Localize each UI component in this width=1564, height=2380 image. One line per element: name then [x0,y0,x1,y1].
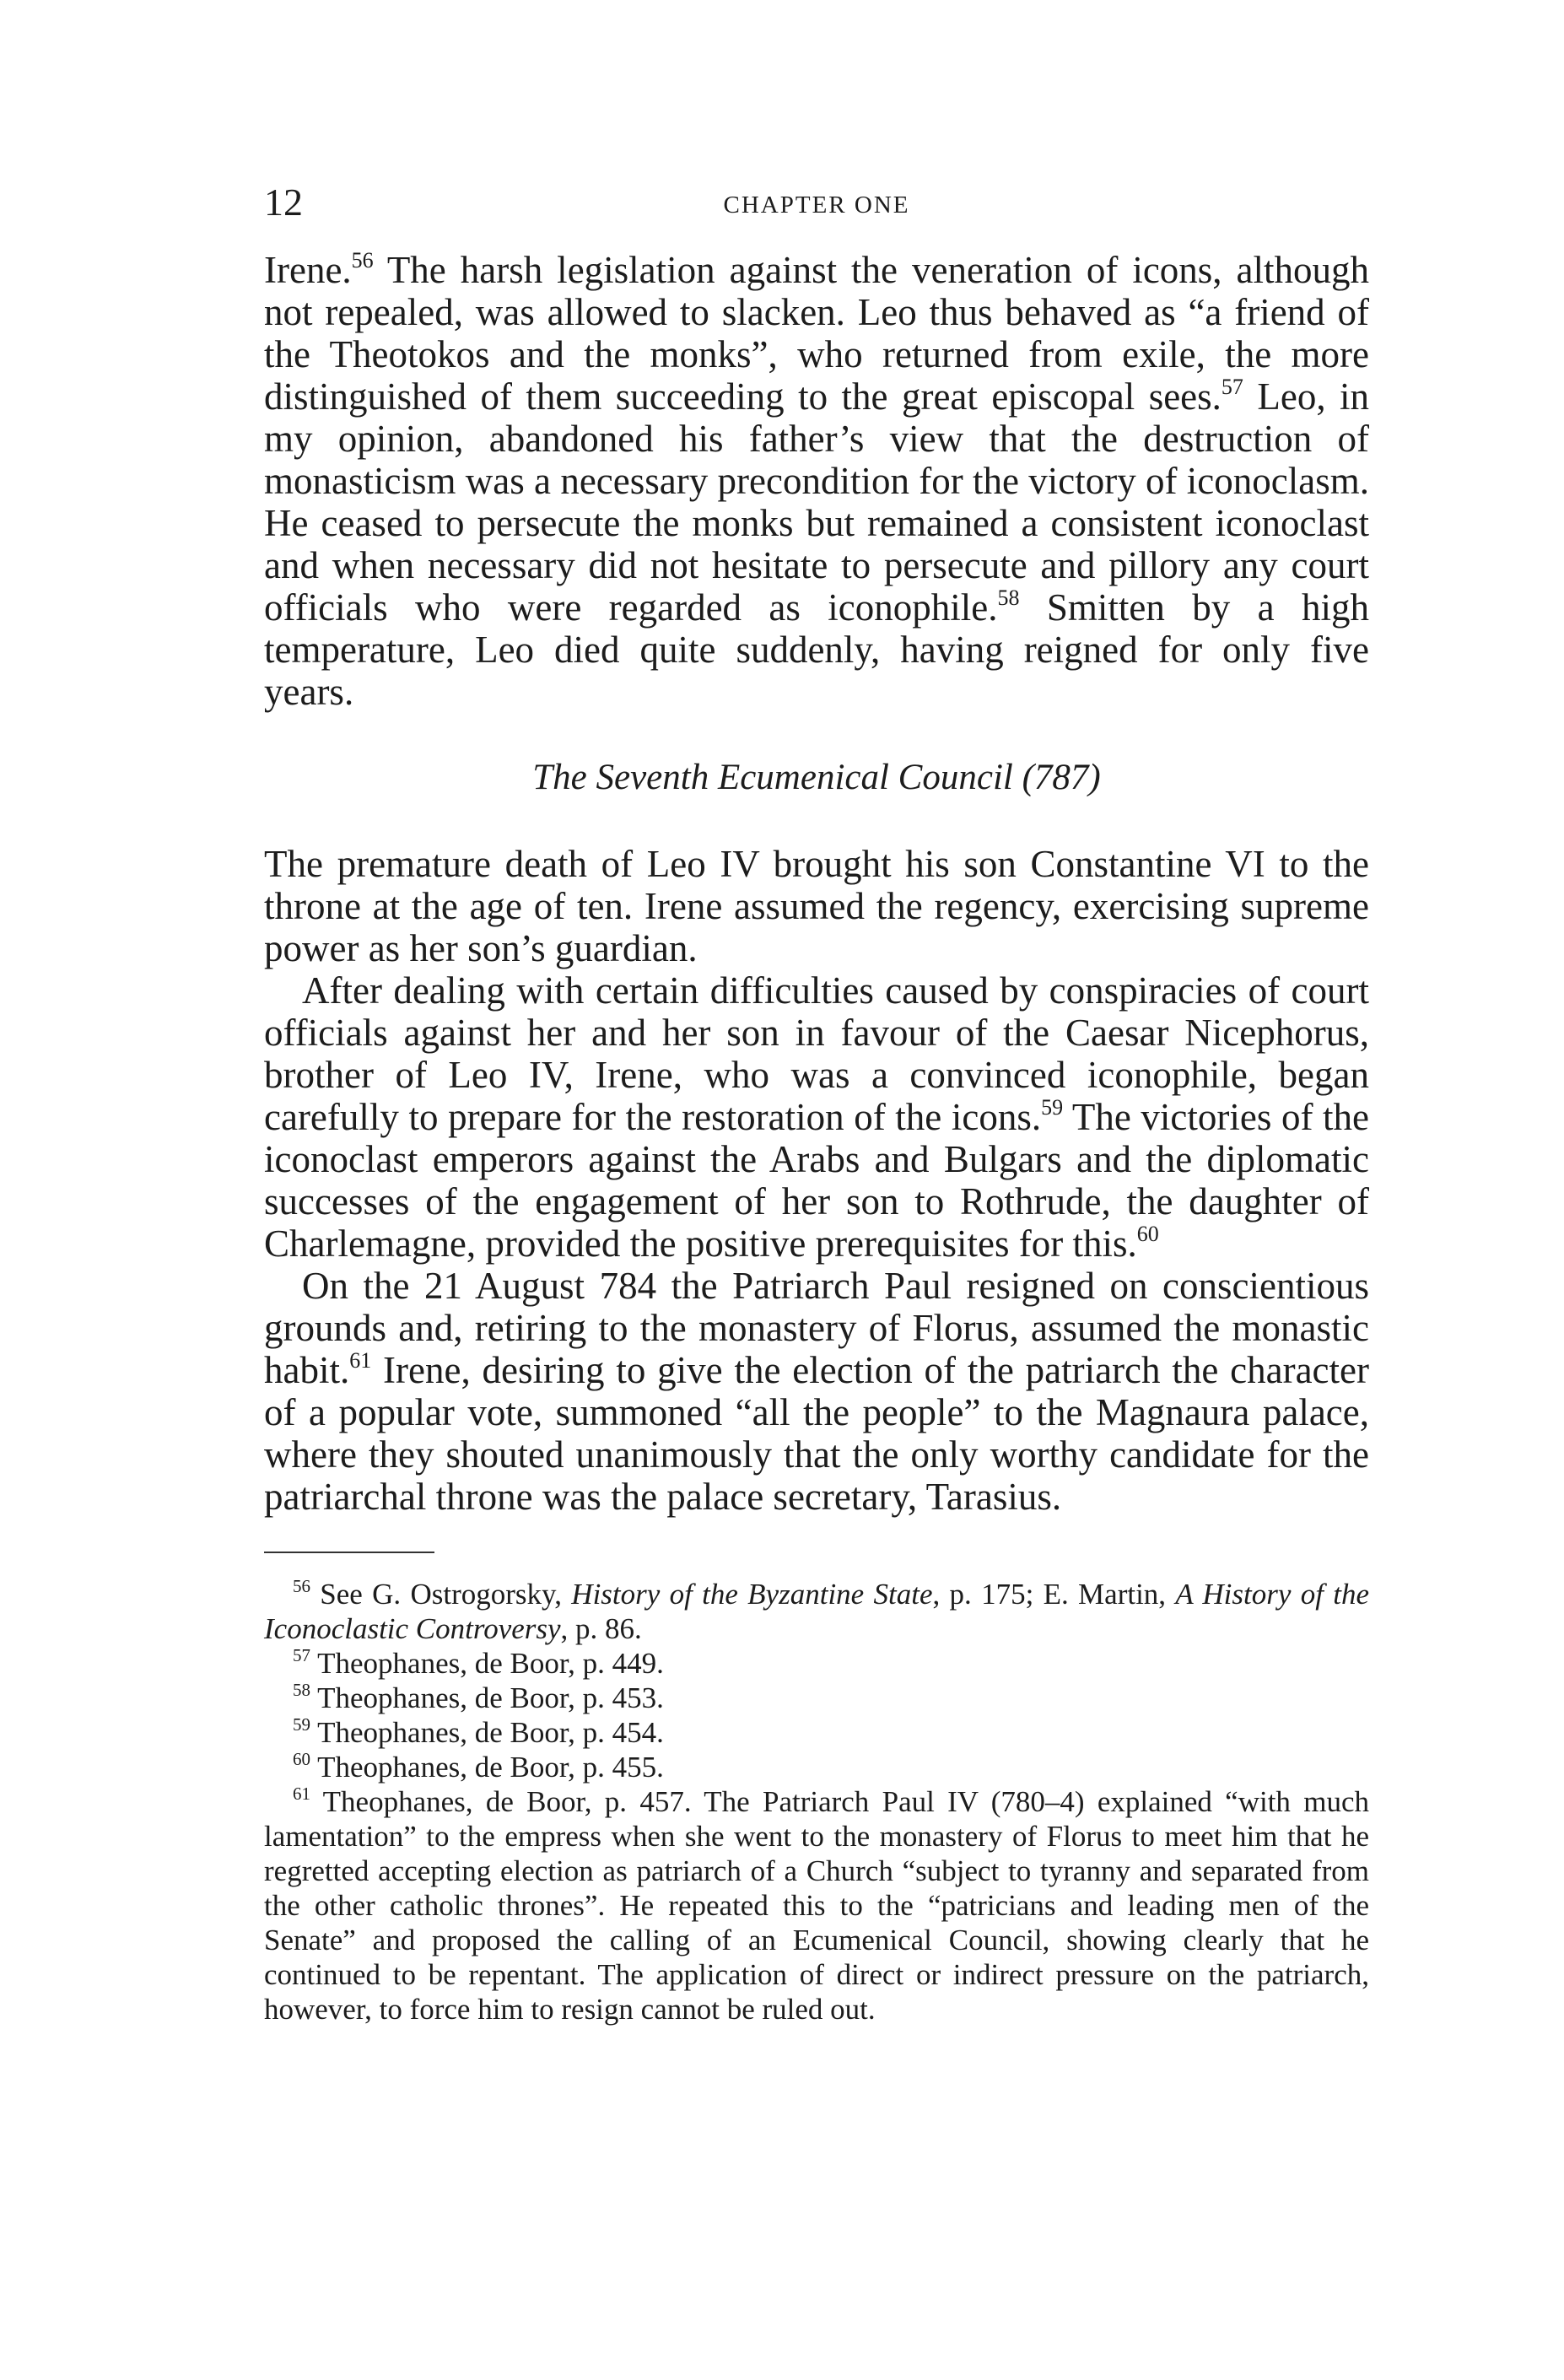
paragraph-4: On the 21 August 784 the Patriarch Paul resigned on conscientious grounds and, retiring to the monastery of Florus, assumed the monastic habit.$^{61}$ Irene, desiring to give the election of the patriarch the character of a popular vote, summoned “all the people” to the Magnaura palace, where they shouted unanimously that the only worthy candidate for the patriarchal throne was the palace secretary, Tarasius. [264,1265,1369,1518]
book-page [264,177,1369,2027]
footnote-ref-57: 57 [1221,375,1243,399]
paragraph-3: After dealing with certain difficulties caused by conspiracies of court officials against her and her son in favour of the Caesar Nicephorus, brother of Leo IV, Irene, who was a convinced iconophile, began carefully to prepare for the restoration of the icons.$^{59}$ The victories of the iconoclast emperors against the Arabs and Bulgars and the diplomatic successes of the engagement of her son to Rothrude, the daughter of Charlemagne, provided the positive prerequisites for this.$^{60}$ [264,969,1369,1265]
footnote-divider [264,1552,434,1553]
footnote-ref-60: 60 [1136,1222,1159,1246]
footnote-58: $^{58}$ Theophanes, de Boor, p. 453. [293,1680,664,1714]
footnote-ref-61: 61 [349,1348,372,1373]
footnote-61: $^{61}$ Theophanes, de Boor, p. 457. The Patriarch Paul IV (780–4) explained “with much lamentation” to the empress when she went to the monastery of Florus to meet him that he regretted accepting election as patriarch of a Church “subject to tyranny and separated from the other catholic thrones”. He repeated this to the “patricians and leading men of the Senate” and proposed the calling of an Ecumenical Council, showing clearly that he continued to be repentant. The application of direct or indirect pressure on the patriarch, however, to force him to resign cannot be ruled out. [264,1784,1369,2026]
footnote-ref-59: 59 [1041,1095,1064,1120]
paragraph-2: The premature death of Leo IV brought his son Constantine VI to the throne at the age of ten. Irene assumed the regency, exercising supreme power as her son’s guardian. [264,843,1369,969]
page-number: 12 [264,181,303,224]
running-head [264,177,1369,228]
footnote-ref-56: 56 [351,248,374,273]
footnotes [264,1577,1369,2027]
footnote-56: $^{56}$ See G. Ostrogorsky, History of the Byzantine State, p. 175; E. Martin, A History of the Iconoclastic Controversy, p. 86. [264,1576,1369,1645]
chapter-title: CHAPTER ONE [723,192,910,219]
footnote-ref-58: 58 [997,586,1020,610]
paragraph-1: Irene.$^{56}$ The harsh legislation against the veneration of icons, although not repealed, was allowed to slacken. Leo thus behaved as “a friend of the Theotokos and the monks”, who returned from exile, the more distinguished of them succeeding to the great episcopal sees.$^{57}$ Leo, in my opinion, abandoned his father’s view that the destruction of monasticism was a necessary precondition for the victory of iconoclasm. He ceased to persecute the monks but remained a consistent iconoclast and when necessary did not hesitate to persecute and pillory any court officials who were regarded as iconophile.$^{58}$ Smitten by a high temperature, Leo died quite suddenly, having reigned for only five years. [264,248,1370,713]
footnote-60: $^{60}$ Theophanes, de Boor, p. 455. [293,1749,664,1784]
section-heading: The Seventh Ecumenical Council (787) [532,758,1101,797]
body-text [264,249,1369,1518]
footnote-57: $^{57}$ Theophanes, de Boor, p. 449. [293,1645,664,1680]
footnote-59: $^{59}$ Theophanes, de Boor, p. 454. [293,1714,664,1749]
